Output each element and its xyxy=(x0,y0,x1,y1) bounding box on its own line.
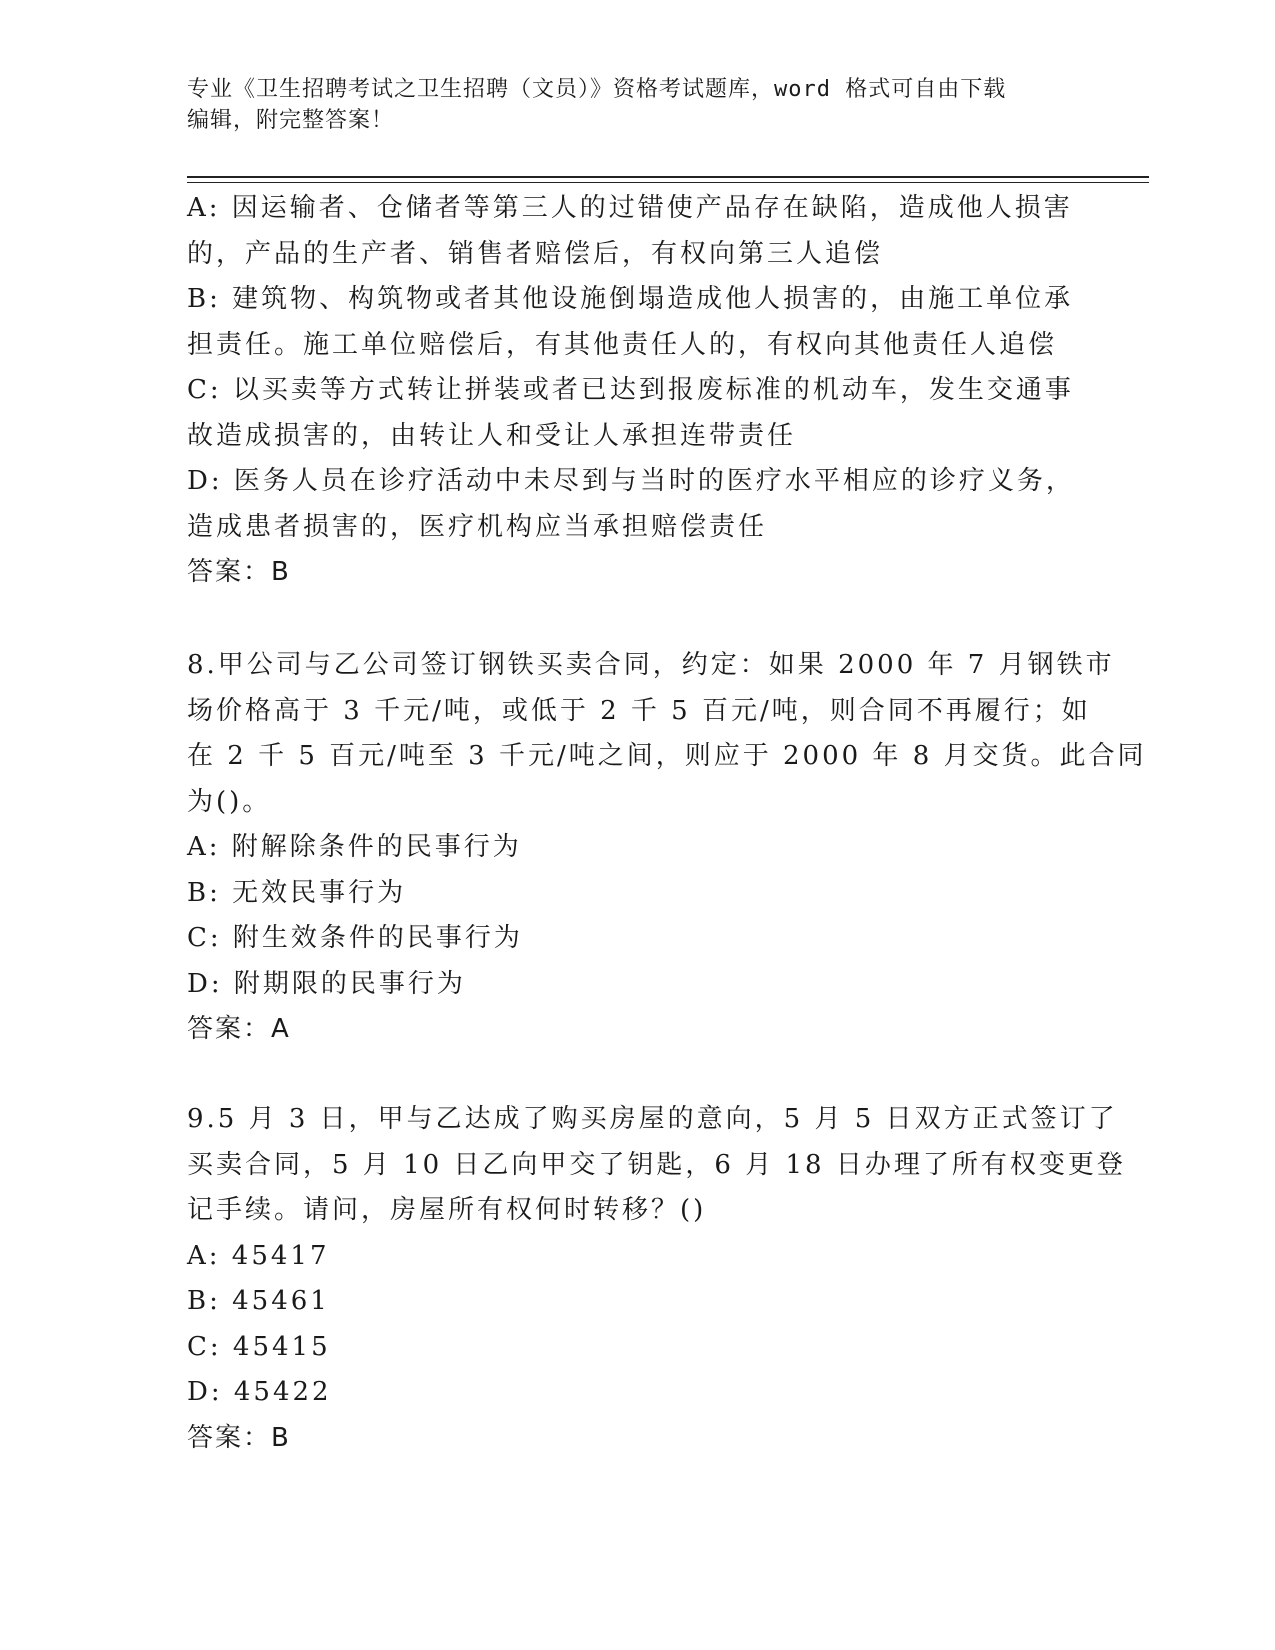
answer-line: 答案：B xyxy=(187,557,291,587)
header-line-1: 专业《卫生招聘考试之卫生招聘（文员）》资格考试题库，word 格式可自由下载 xyxy=(187,77,1007,102)
question-stem-line: 为()。 xyxy=(187,786,272,817)
option-line: 故造成损害的，由转让人和受让人承担连带责任 xyxy=(187,420,797,451)
option-b: B: 无效民事行为 xyxy=(187,877,407,908)
option-c: C: 附生效条件的民事行为 xyxy=(187,923,523,953)
answer-line: 答案：A xyxy=(187,1014,291,1044)
answer-line: 答案：B xyxy=(187,1422,291,1453)
option-line: B: 建筑物、构筑物或者其他设施倒塌造成他人损害的，由施工单位承 xyxy=(187,284,1074,314)
question-stem-line: 买卖合同，5 月 10 日乙向甲交了钥匙，6 月 18 日办理了所有权变更登 xyxy=(187,1149,1126,1180)
option-a: A: 45417 xyxy=(187,1240,330,1271)
option-a xyxy=(187,186,1077,277)
option-line: C: 以买卖等方式转让拼装或者已达到报废标准的机动车，发生交通事 xyxy=(187,375,1074,405)
option-d xyxy=(187,459,1077,550)
option-d: D: 附期限的民事行为 xyxy=(187,968,466,999)
header-rule-thin xyxy=(187,182,1149,183)
option-b xyxy=(187,277,1077,368)
option-b: B: 45461 xyxy=(187,1286,330,1316)
question-9 xyxy=(187,1097,1126,1461)
document-header xyxy=(187,74,1067,136)
option-c xyxy=(187,368,1077,459)
question-stem-line: 记手续。请问，房屋所有权何时转移？() xyxy=(187,1195,707,1225)
option-line: 担责任。施工单位赔偿后，有其他责任人的，有权向其他责任人追偿 xyxy=(187,329,1058,360)
option-c: C: 45415 xyxy=(187,1331,331,1362)
option-line: D: 医务人员在诊疗活动中未尽到与当时的医疗水平相应的诊疗义务， xyxy=(187,466,1075,496)
question-stem-line: 8.甲公司与乙公司签订钢铁买卖合同，约定：如果 2000 年 7 月钢铁市 xyxy=(187,650,1115,680)
header-line-2: 编辑，附完整答案！ xyxy=(187,108,395,133)
header-rule-thick xyxy=(187,176,1149,178)
option-line: 的，产品的生产者、销售者赔偿后，有权向第三人追偿 xyxy=(187,238,884,269)
option-line: A: 因运输者、仓储者等第三人的过错使产品存在缺陷，造成他人损害 xyxy=(187,193,1073,223)
question-8 xyxy=(187,643,1147,1053)
option-d: D: 45422 xyxy=(187,1377,332,1407)
question-7 xyxy=(187,186,1077,596)
question-stem-line: 场价格高于 3 千元/吨，或低于 2 千 5 百元/吨，则合同不再履行；如 xyxy=(187,695,1091,726)
question-stem-line: 在 2 千 5 百元/吨至 3 千元/吨之间，则应于 2000 年 8 月交货。此合同 xyxy=(187,741,1147,771)
option-a: A: 附解除条件的民事行为 xyxy=(187,832,522,862)
question-stem-line: 9.5 月 3 日，甲与乙达成了购买房屋的意向，5 月 5 日双方正式签订了 xyxy=(187,1104,1118,1134)
option-line: 造成患者损害的，医疗机构应当承担赔偿责任 xyxy=(187,511,768,542)
